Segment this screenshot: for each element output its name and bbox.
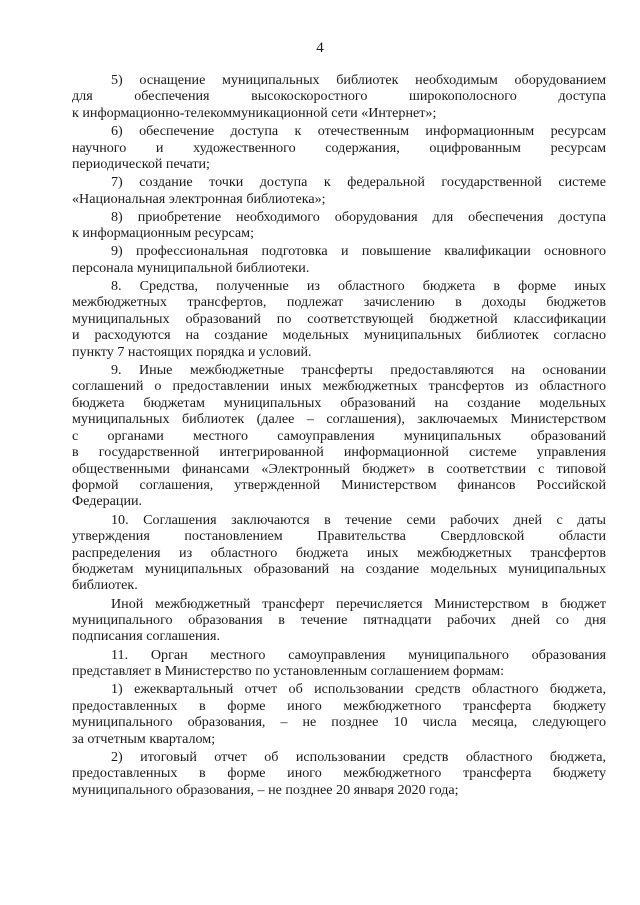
paragraph-clause-8 (72, 278, 606, 360)
text-line: муниципального образования, – не позднее 20 января 2020 года; (72, 781, 459, 798)
text-line: 9) профессиональная подготовка и повышение квалификации основного (111, 243, 606, 260)
text-line: пункту 7 настоящих порядка и условий. (72, 343, 312, 360)
text-line: 9. Иные межбюджетные трансферты предоставляются на основании (111, 361, 606, 378)
text-line: 6) обеспечение доступа к отечественным информационным ресурсам (111, 123, 606, 140)
text-line: муниципальных образований по соответствующей бюджетной классификации (72, 310, 606, 327)
text-line: распределения из областного бюджета иных межбюджетных трансфертов (72, 544, 606, 561)
paragraph-report-2 (72, 749, 606, 798)
paragraph-clause-10 (72, 512, 606, 594)
text-line: в государственной интегрированной информационной системе управления (72, 444, 606, 461)
paragraph-item-9 (72, 243, 606, 276)
text-line: предоставленных в форме иного межбюджетного трансферта бюджету (72, 765, 606, 782)
text-line: 5) оснащение муниципальных библиотек необходимым оборудованием (111, 72, 606, 88)
text-line: 1) ежеквартальный отчет об использовании средств областного бюджета, (111, 681, 606, 698)
text-line: муниципальных библиотек (далее – соглашения), заключаемых Министерством (72, 411, 606, 428)
text-line: Иной межбюджетный трансферт перечисляется Министерством в бюджет (111, 595, 606, 612)
text-line: «Национальная электронная библиотека»; (72, 190, 326, 207)
text-line: и расходуются на создание модельных муниципальных библиотек согласно (72, 327, 606, 344)
paragraph-item-6 (72, 123, 606, 172)
text-line: библиотек. (72, 577, 138, 594)
paragraph-transfer (72, 596, 606, 645)
text-line: 8) приобретение необходимого оборудования для обеспечения доступа (111, 208, 606, 225)
text-line: предоставленных в форме иного межбюджетного трансферта бюджету (72, 697, 606, 714)
text-line: Федерации. (72, 493, 143, 510)
text-line: к информационным ресурсам; (72, 225, 255, 242)
paragraph-clause-9 (72, 362, 606, 510)
document-body (72, 72, 606, 800)
paragraph-item-5 (72, 72, 606, 121)
text-line: подписания соглашения. (72, 628, 221, 645)
text-line: для обеспечения высокоскоростного широкополосного доступа (72, 88, 606, 105)
paragraph-report-1 (72, 681, 606, 747)
text-line: периодической печати; (72, 155, 210, 172)
paragraph-item-7 (72, 174, 606, 207)
text-line: 8. Средства, полученные из областного бюджета в форме иных (111, 277, 606, 294)
text-line: 2) итоговый отчет об использовании средств областного бюджета, (111, 748, 606, 765)
text-line: формой соглашения, утвержденной Министерством финансов Российской (72, 477, 606, 493)
text-line: научного и художественного содержания, оцифрованным ресурсам (72, 139, 606, 156)
text-line: муниципального образования в течение пятнадцати рабочих дней со дня (72, 612, 606, 628)
text-line: бюджета бюджетам муниципальных образований на создание модельных (72, 394, 606, 411)
text-line: с органами местного самоуправления муниципальных образований (72, 427, 606, 444)
text-line: за отчетным кварталом; (72, 730, 216, 747)
text-line: муниципального образования, – не позднее 10 числа месяца, следующего (72, 714, 606, 731)
text-line: утверждения постановлением Правительства Свердловской области (72, 528, 606, 545)
text-line: бюджетам муниципальных образований на создание модельных муниципальных (72, 560, 606, 577)
text-line: к информационно-телекоммуникационной сети «Интернет»; (72, 104, 437, 121)
text-line: соглашений о предоставлении иных межбюджетных трансфертов из областного (72, 378, 606, 395)
text-line: 7) создание точки доступа к федеральной государственной системе (111, 174, 606, 191)
text-line: общественными финансами «Электронный бюджет» в соответствии с типовой (72, 460, 606, 477)
paragraph-clause-11 (72, 647, 606, 680)
page-number: 4 (316, 40, 324, 56)
text-line: представляет в Министерство по установленным соглашением формам: (72, 663, 505, 680)
text-line: 11. Орган местного самоуправления муниципального образования (111, 646, 606, 663)
text-line: персонала муниципальной библиотеки. (72, 259, 310, 276)
paragraph-item-8 (72, 209, 606, 242)
text-line: межбюджетных трансфертов, подлежат зачислению в доходы бюджетов (72, 294, 606, 311)
text-line: 10. Соглашения заключаются в течение семи рабочих дней с даты (111, 511, 606, 528)
